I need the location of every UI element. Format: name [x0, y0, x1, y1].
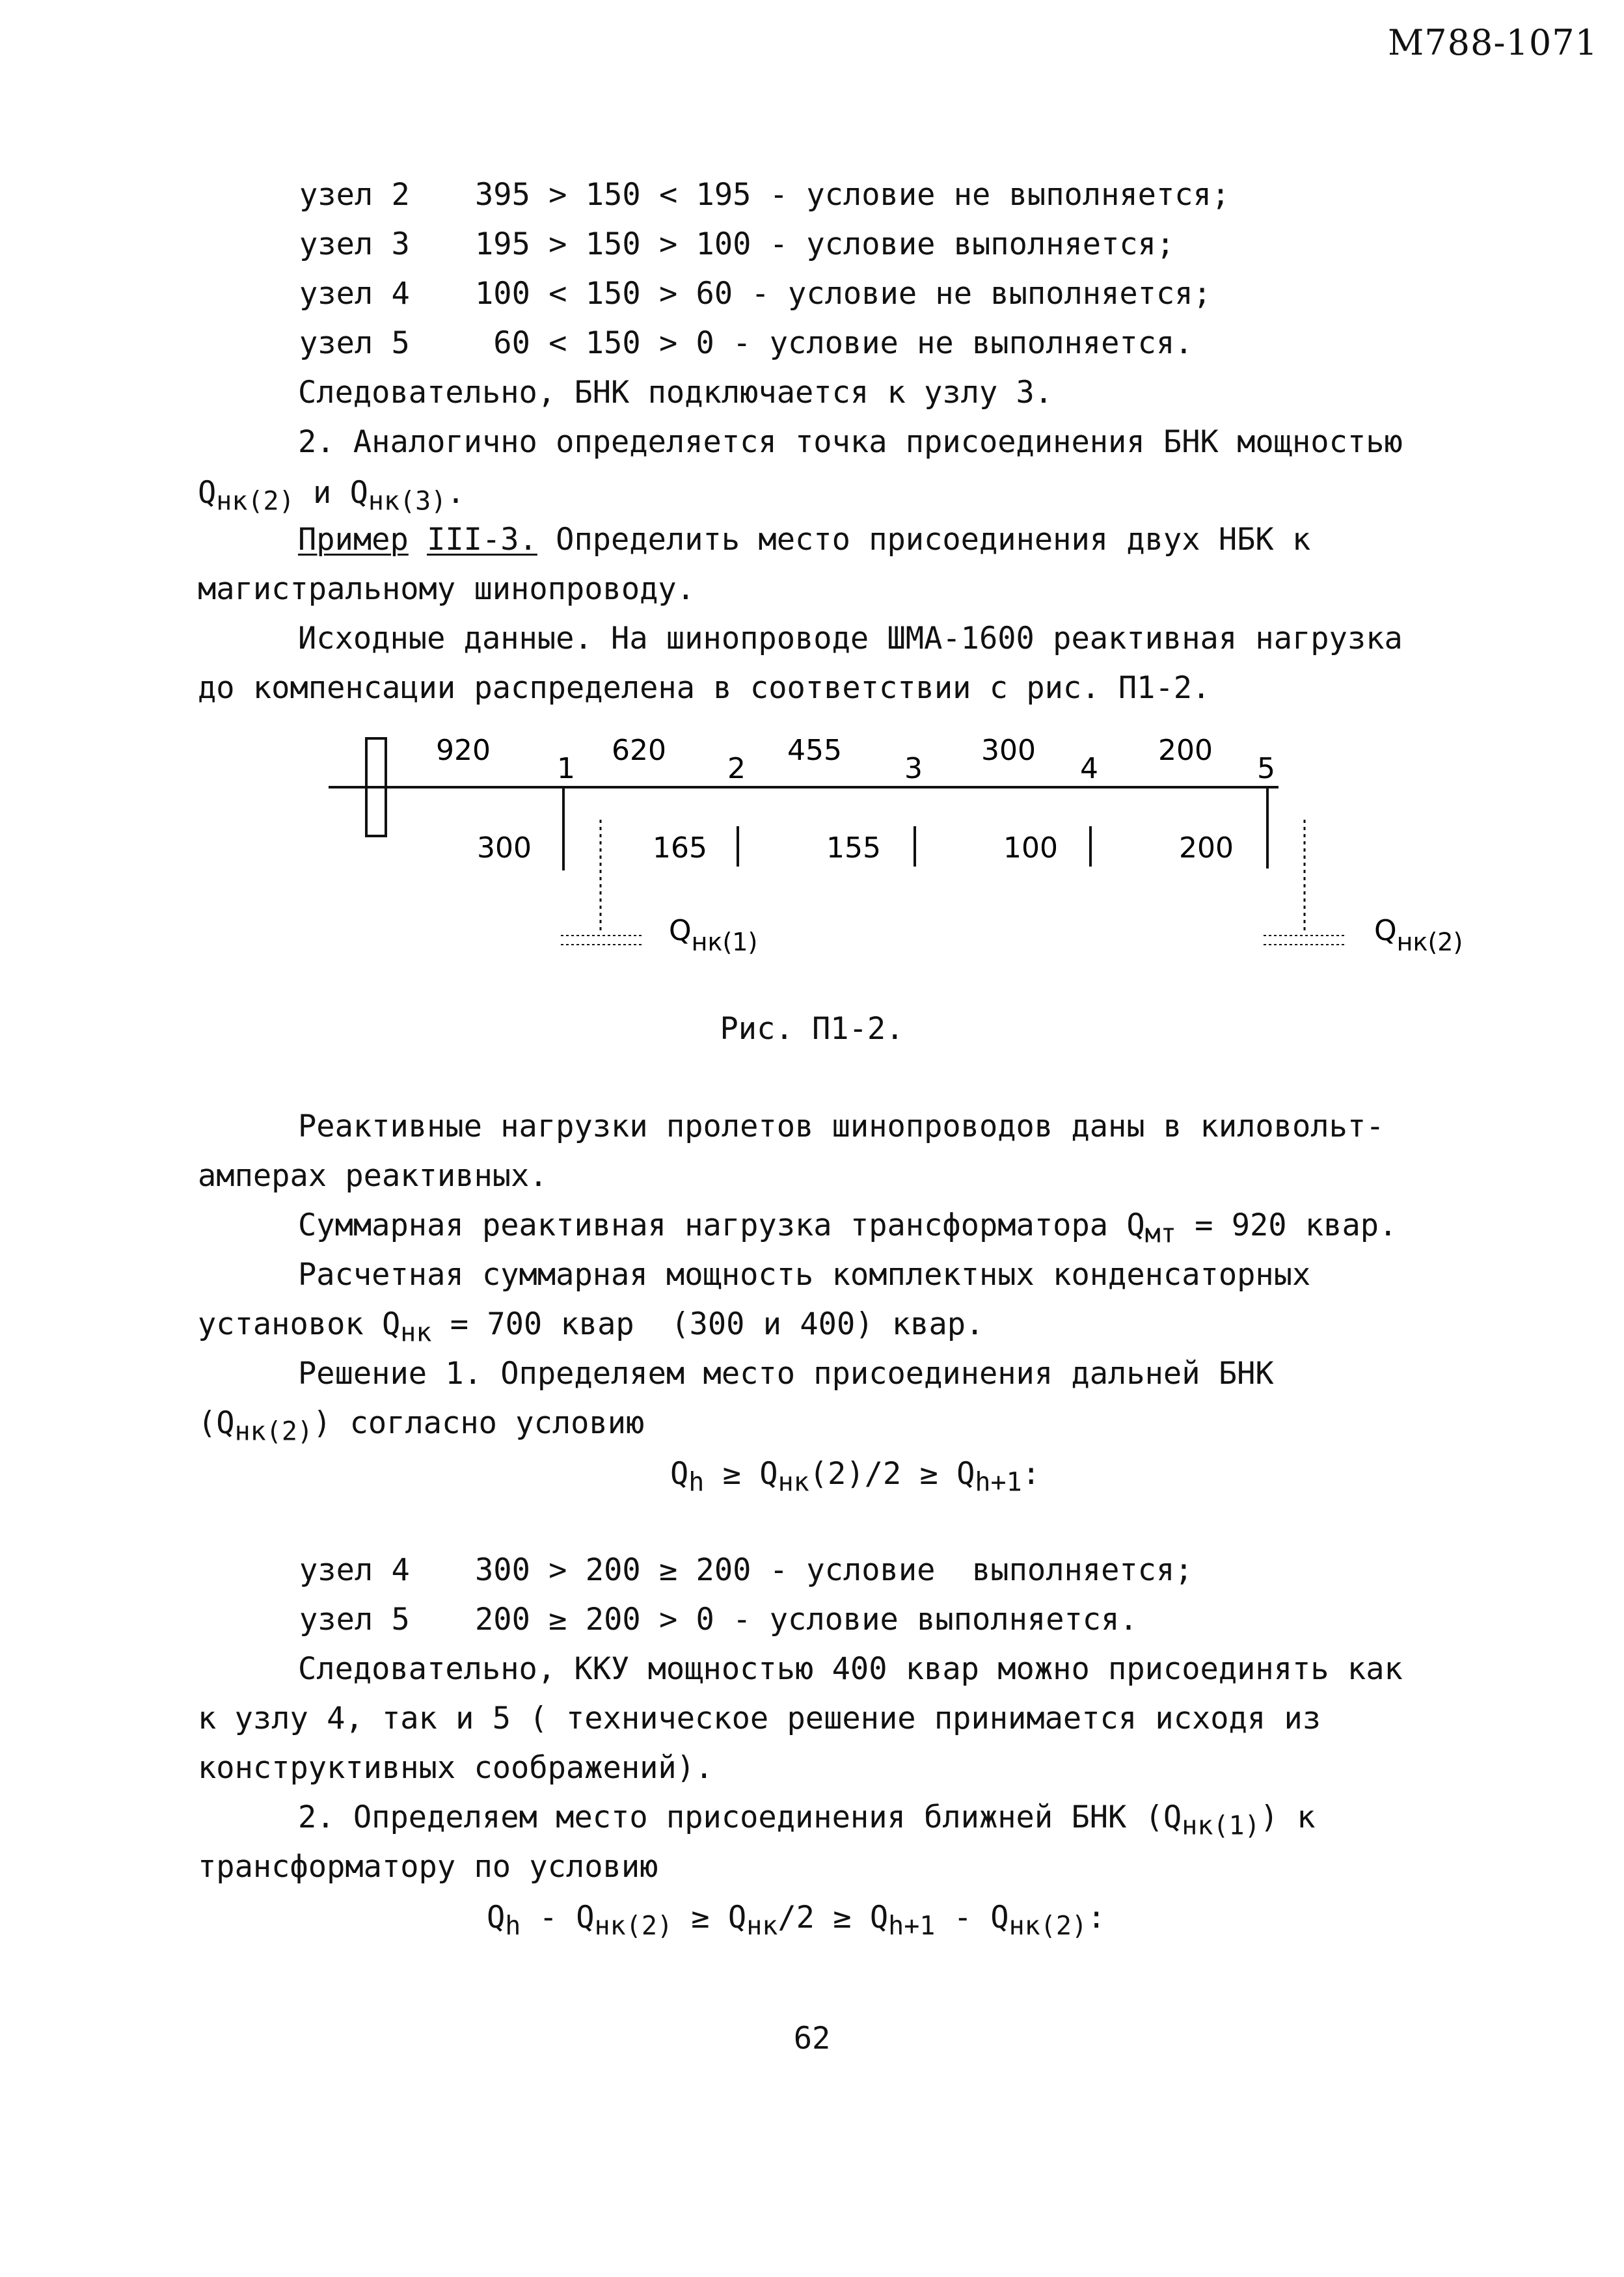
span-top-value: 300 [981, 734, 1036, 767]
conclusion-text: Следовательно, БНК подключается к узлу 3. [298, 375, 1053, 411]
capacitor-label-left: Qнк(1) [669, 914, 758, 956]
paragraph-text: трансформатору по условию [198, 1849, 658, 1885]
paragraph-text: Реактивные нагрузки пролетов шинопроводов даны в киловольт- [298, 1109, 1385, 1144]
span-top-value: 455 [787, 734, 842, 767]
figure-caption: Рис. П1-2. [720, 1011, 904, 1047]
span-bottom-value: 200 [1179, 831, 1234, 865]
total-load-line: Суммарная реактивная нагрузка трансформатора $Q_{мт} = 920$ квар. [298, 1207, 1398, 1249]
example-number: III-3. [427, 522, 537, 558]
example-text: магистральному шинопроводу. [198, 571, 696, 607]
span-top-value: 620 [612, 734, 666, 767]
paragraph-formula-line: $Q_{нк(2)}$ и $Q_{нк(3)}$. [198, 475, 465, 517]
solution-condition-line: $(Q_{нк(2)})$ согласно условию [198, 1405, 645, 1447]
node-condition: 200 ≥ 200 > 0 - условие выполняется. [475, 1602, 1138, 1637]
span-bottom-value: 100 [1003, 831, 1058, 865]
node-label: 2 [727, 752, 746, 785]
node-label: узел 2 [299, 177, 410, 213]
span-top-value: 200 [1158, 734, 1213, 767]
node-label: 3 [904, 752, 923, 785]
paragraph-text: амперах реактивных. [198, 1158, 548, 1194]
paragraph-text: Расчетная суммарная мощность комплектных конденсаторных [298, 1257, 1311, 1293]
example-heading-line: Пример III-3. Определить место присоединения двух НБК к [298, 522, 1311, 558]
node-condition: 300 > 200 ≥ 200 - условие выполняется; [475, 1552, 1193, 1588]
solution-text: Решение 1. Определяем место присоединения дальней БНК [298, 1356, 1274, 1392]
conclusion-text: к узлу 4, так и 5 ( техническое решение принимается исходя из [198, 1701, 1321, 1736]
calc-line: установок $Q_{нк} = 700$ квар (300 и 400) квар. [198, 1306, 984, 1348]
conclusion-text: Следовательно, ККУ мощностью 400 квар можно присоединять как [298, 1651, 1403, 1687]
node-label: узел 4 [299, 1552, 410, 1588]
conclusion-text: конструктивных соображений). [198, 1750, 714, 1786]
page-number: 62 [793, 2021, 831, 2056]
node-label: 4 [1080, 752, 1098, 785]
node-condition: 100 < 150 > 60 - условие не выполняется; [475, 276, 1211, 312]
initial-data-text: до компенсации распределена в соответствии с рис. П1-2. [198, 670, 1211, 706]
formula-2: $Q_h - Q_{нк(2)} \ge Q_{нк}/2 \ge Q_{h+1} - Q_{нк(2)}$: [487, 1900, 1106, 1941]
span-bottom-value: 155 [826, 831, 881, 865]
node-condition: 195 > 150 > 100 - условие выполняется; [475, 226, 1175, 262]
step-2-line: 2. Определяем место присоединения ближней БНК $(Q_{нк(1)})$ к [298, 1799, 1316, 1841]
node-label: узел 3 [299, 226, 410, 262]
span-bottom-value: 300 [477, 831, 532, 865]
node-label: узел 5 [299, 1602, 410, 1637]
capacitor-label-right: Qнк(2) [1374, 914, 1463, 956]
initial-data-text: Исходные данные. На шинопроводе ШМА-1600 реактивная нагрузка [298, 621, 1403, 656]
paragraph-text: 2. Аналогично определяется точка присоединения БНК мощностью [298, 424, 1403, 460]
node-condition: 395 > 150 < 195 - условие не выполняется; [475, 177, 1230, 213]
span-bottom-value: 165 [653, 831, 707, 865]
node-label: 5 [1257, 752, 1275, 785]
node-label: узел 5 [299, 325, 410, 361]
document-code: М788-1071 [1387, 22, 1598, 63]
node-label: узел 4 [299, 276, 410, 312]
busbar-diagram [0, 716, 1624, 989]
example-label: Пример [298, 522, 409, 558]
node-label: 1 [557, 752, 575, 785]
node-condition: 60 < 150 > 0 - условие не выполняется. [475, 325, 1193, 361]
formula-1: $Q_h \ge Q_{нк}(2)/2 \ge Q_{h+1}$: [670, 1456, 1040, 1498]
span-top-value: 920 [436, 734, 491, 767]
